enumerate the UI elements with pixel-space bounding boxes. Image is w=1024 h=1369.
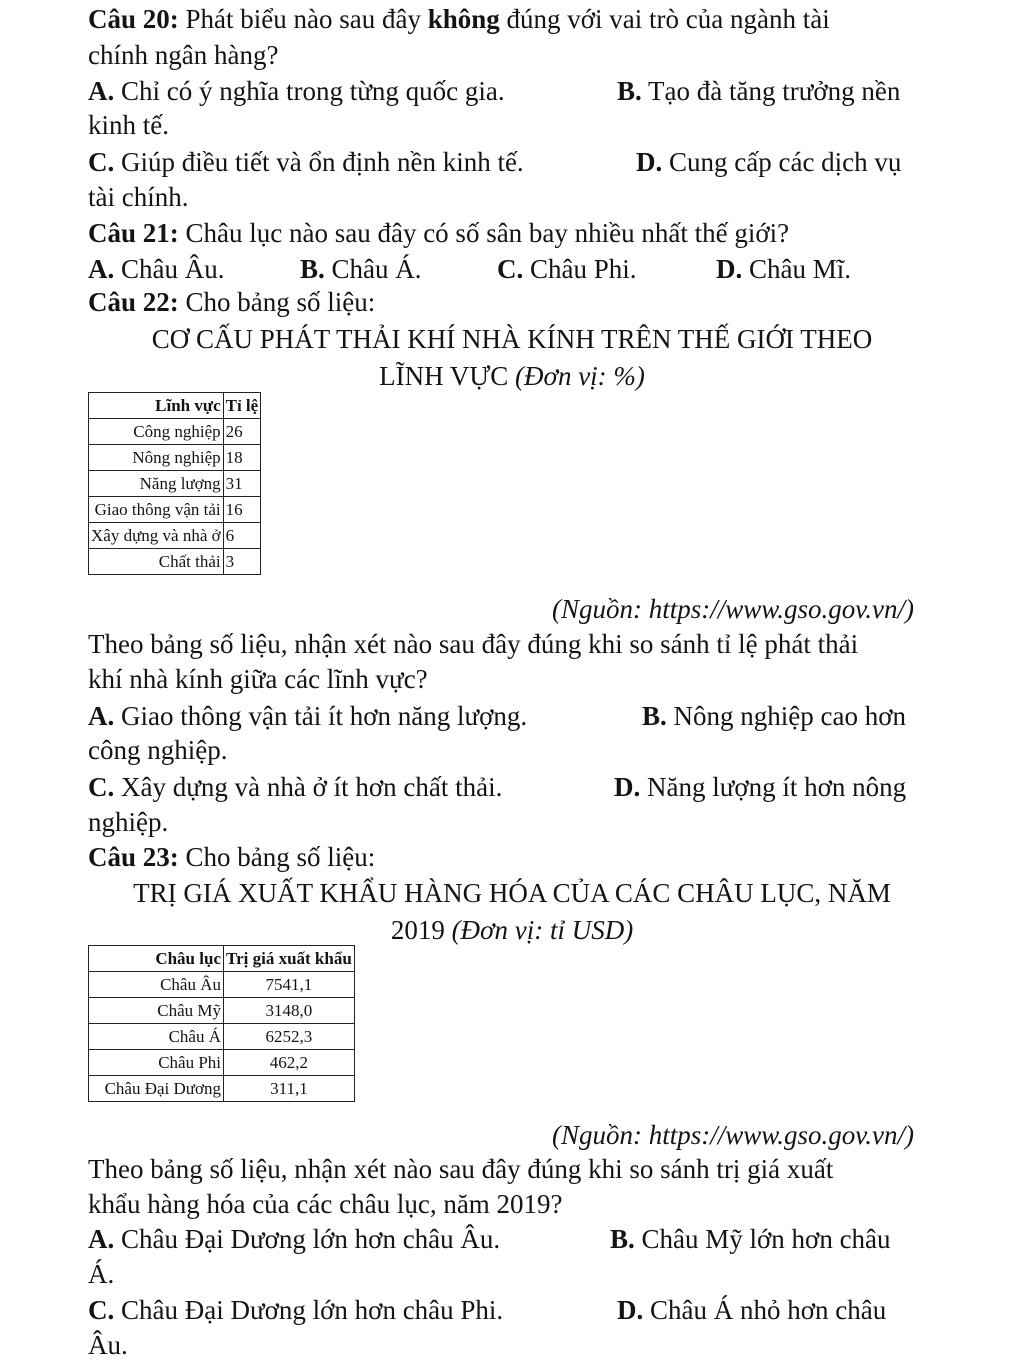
q22-source: (Nguồn: https://www.gso.gov.vn/): [552, 594, 914, 624]
q21-stem: Câu 21: Châu lục nào sau đây có số sân bay nhiều nhất thế giới?: [88, 218, 790, 248]
q22-table-title-cont: LĨNH VỰC (Đơn vị: %): [379, 361, 645, 391]
q21-option-c: C. Châu Phi.: [497, 254, 637, 284]
q22-option-c: C. Xây dựng và nhà ở ít hơn chất thải.: [88, 772, 503, 802]
q23-option-a: A. Châu Đại Dương lớn hơn châu Âu.: [88, 1224, 501, 1254]
q23-prompt-cont: khẩu hàng hóa của các châu lục, năm 2019?: [88, 1189, 563, 1219]
q22-prompt: Theo bảng số liệu, nhận xét nào sau đây đúng khi so sánh tỉ lệ phát thải: [88, 629, 859, 659]
q22-stem: Câu 22: Cho bảng số liệu:: [88, 287, 376, 317]
q22-option-d: D. Năng lượng ít hơn nông: [614, 772, 907, 802]
q23-table-title-cont: 2019 (Đơn vị: tỉ USD): [390, 915, 634, 945]
q22-label: Câu 22:: [88, 287, 179, 317]
table-row: Châu Á 6252,3: [89, 1024, 355, 1050]
q23-prompt: Theo bảng số liệu, nhận xét nào sau đây đúng khi so sánh trị giá xuất: [88, 1154, 834, 1184]
table-row: Nông nghiệp 18: [89, 445, 261, 471]
q20-option-b: B. Tạo đà tăng trưởng nền: [617, 76, 901, 106]
q23-stem: Câu 23: Cho bảng số liệu:: [88, 842, 376, 872]
q23-option-b-cont: Á.: [88, 1259, 115, 1289]
q22-option-b: B. Nông nghiệp cao hơn: [642, 701, 906, 731]
q23-data-table: [88, 945, 355, 1102]
q22-prompt-cont: khí nhà kính giữa các lĩnh vực?: [88, 664, 428, 694]
table-row: Chất thải 3: [89, 549, 261, 575]
q23-option-c: C. Châu Đại Dương lớn hơn châu Phi.: [88, 1295, 504, 1325]
q23-unit: (Đơn vị: tỉ USD): [451, 915, 634, 945]
q20-option-c: C. Giúp điều tiết và ổn định nền kinh tế.: [88, 147, 524, 177]
q23-source: (Nguồn: https://www.gso.gov.vn/): [552, 1120, 914, 1150]
q20-option-b-cont: kinh tế.: [88, 110, 169, 140]
q20-stem: Câu 20: Phát biểu nào sau đây không đúng với vai trò của ngành tài: [88, 4, 830, 34]
q21-option-a: A. Châu Âu.: [88, 254, 225, 284]
table-row: Châu Âu 7541,1: [89, 972, 355, 998]
table-row: Châu Đại Dương 311,1: [89, 1076, 355, 1102]
table-header-row: Lĩnh vực Tỉ lệ: [89, 393, 261, 419]
table-row: Công nghiệp 26: [89, 419, 261, 445]
q22-unit: (Đơn vị: %): [515, 361, 645, 391]
q23-label: Câu 23:: [88, 842, 179, 872]
q23-option-d-cont: Âu.: [88, 1330, 128, 1360]
q22-option-d-cont: nghiệp.: [88, 807, 169, 837]
q22-table-title: CƠ CẤU PHÁT THẢI KHÍ NHÀ KÍNH TRÊN THẾ GIỚI THEO: [151, 324, 873, 354]
q23-option-d: D. Châu Á nhỏ hơn châu: [617, 1295, 887, 1325]
q22-option-a: A. Giao thông vận tải ít hơn năng lượng.: [88, 701, 528, 731]
q20-label: Câu 20:: [88, 4, 179, 34]
q21-option-b: B. Châu Á.: [300, 254, 422, 284]
q22-option-b-cont: công nghiệp.: [88, 735, 228, 765]
q21-option-d: D. Châu Mĩ.: [716, 254, 852, 284]
q23-table-title: TRỊ GIÁ XUẤT KHẨU HÀNG HÓA CỦA CÁC CHÂU LỤC, NĂM: [133, 878, 891, 908]
table-row: Xây dựng và nhà ở 6: [89, 523, 261, 549]
q20-stem-cont: chính ngân hàng?: [88, 40, 279, 70]
q21-label: Câu 21:: [88, 218, 179, 248]
q22-data-table: [88, 392, 261, 575]
table-row: Châu Mỹ 3148,0: [89, 998, 355, 1024]
table-row: Giao thông vận tải 16: [89, 497, 261, 523]
q20-option-a: A. Chỉ có ý nghĩa trong từng quốc gia.: [88, 76, 505, 106]
table-row: Năng lượng 31: [89, 471, 261, 497]
table-row: Châu Phi 462,2: [89, 1050, 355, 1076]
q23-option-b: B. Châu Mỹ lớn hơn châu: [610, 1224, 891, 1254]
q20-option-d-cont: tài chính.: [88, 182, 189, 212]
table-header-row: Châu lục Trị giá xuất khẩu: [89, 946, 355, 972]
q20-option-d: D. Cung cấp các dịch vụ: [636, 147, 902, 177]
